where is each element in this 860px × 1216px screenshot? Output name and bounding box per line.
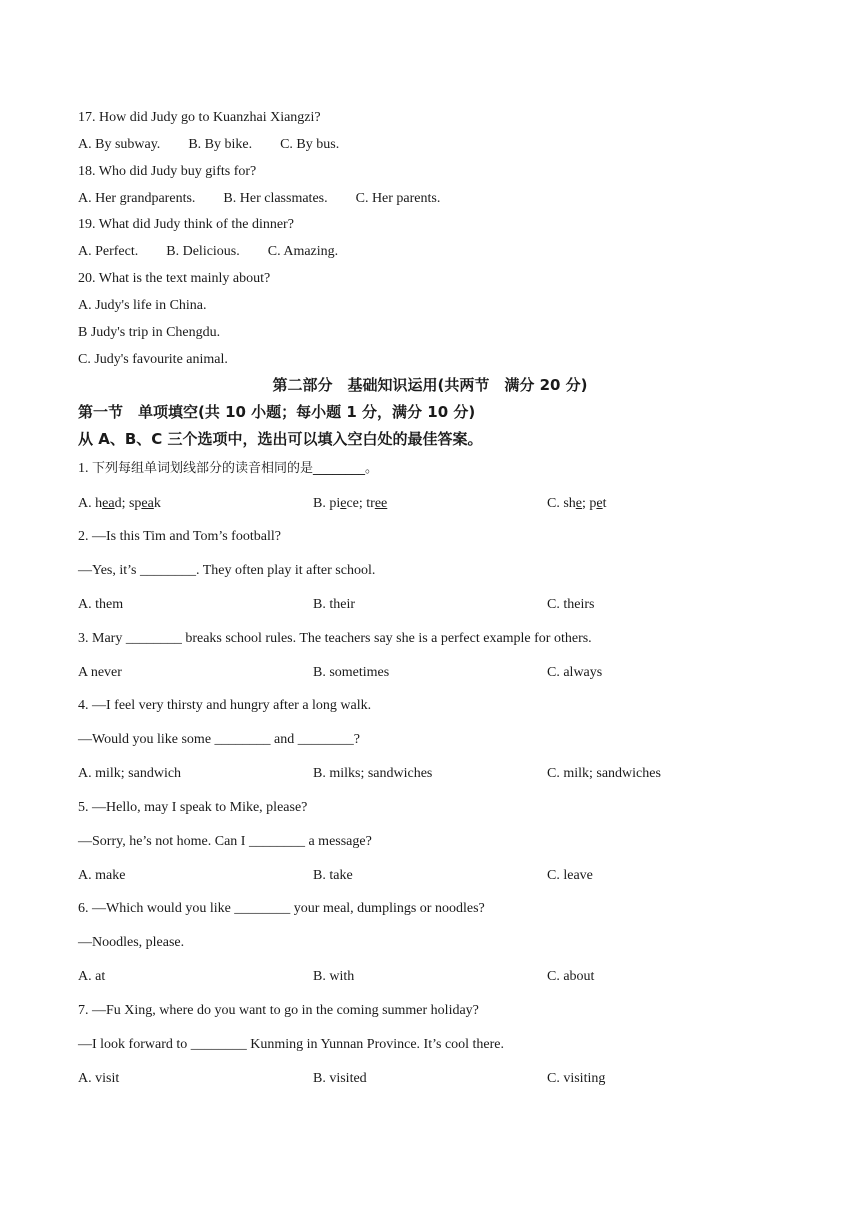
q19-option-b: B. Delicious. bbox=[166, 244, 240, 259]
q20-stem: 20. What is the text mainly about? bbox=[78, 271, 271, 286]
q17-stem: 17. How did Judy go to Kuanzhai Xiangzi? bbox=[78, 110, 321, 125]
q2-option-b: B. their bbox=[313, 597, 355, 612]
q6-option-b: B. with bbox=[313, 969, 355, 984]
q18-option-a: A. Her grandparents. bbox=[78, 191, 196, 206]
q1-option-a: A. head; speak bbox=[78, 496, 161, 511]
q7-line-1: 7. —Fu Xing, where do you want to go in the coming summer holiday? bbox=[78, 1003, 479, 1018]
q17-options bbox=[78, 136, 367, 154]
q5-line-2: —Sorry, he’s not home. Can I ________ a message? bbox=[78, 834, 372, 849]
q1-option-b: B. piece; tree bbox=[313, 496, 388, 511]
q1-stem-text: 下列每组单词划线部分的读音相同的是________。 bbox=[92, 461, 379, 476]
q18-option-b: B. Her classmates. bbox=[223, 191, 328, 206]
q2-line-2: —Yes, it’s ________. They often play it after school. bbox=[78, 563, 376, 578]
q20-option-a: A. Judy's life in China. bbox=[78, 298, 207, 313]
q5-line-1: 5. —Hello, may I speak to Mike, please? bbox=[78, 800, 308, 815]
q19-option-a: A. Perfect. bbox=[78, 244, 139, 259]
q6-line-2: —Noodles, please. bbox=[78, 935, 185, 950]
q6-line-1: 6. —Which would you like ________ your meal, dumplings or noodles? bbox=[78, 901, 485, 916]
q20-option-c: C. Judy's favourite animal. bbox=[78, 352, 228, 367]
q2-options bbox=[78, 596, 798, 614]
section-one-title: 第一节 单项填空(共 10 小题；每小题 1 分，满分 10 分) bbox=[78, 403, 476, 421]
q17-option-c: C. By bus. bbox=[280, 137, 340, 152]
q3-option-c: C. always bbox=[547, 665, 603, 680]
q5-option-c: C. leave bbox=[547, 868, 593, 883]
q3-option-a: A never bbox=[78, 665, 122, 680]
q2-option-a: A. them bbox=[78, 597, 124, 612]
q4-options bbox=[78, 765, 798, 783]
q19-stem: 19. What did Judy think of the dinner? bbox=[78, 217, 294, 232]
q7-option-a: A. visit bbox=[78, 1071, 120, 1086]
q17-option-a: A. By subway. bbox=[78, 137, 161, 152]
q3-options bbox=[78, 664, 798, 682]
q4-line-1: 4. —I feel very thirsty and hungry after a long walk. bbox=[78, 698, 372, 713]
q1-option-c: C. she; pet bbox=[547, 496, 607, 511]
q3-line-1: 3. Mary ________ breaks school rules. The teachers say she is a perfect example for others. bbox=[78, 631, 592, 646]
q4-option-c: C. milk; sandwiches bbox=[547, 766, 661, 781]
q5-option-b: B. take bbox=[313, 868, 353, 883]
q6-option-c: C. about bbox=[547, 969, 595, 984]
q2-line-1: 2. —Is this Tim and Tom’s football? bbox=[78, 529, 281, 544]
q4-option-b: B. milks; sandwiches bbox=[313, 766, 433, 781]
part-two-title: 第二部分 基础知识运用(共两节 满分 20 分) bbox=[272, 376, 588, 394]
section-instruction: 从 A、B、C 三个选项中，选出可以填入空白处的最佳答案。 bbox=[78, 430, 483, 448]
q5-options bbox=[78, 867, 798, 885]
q18-options bbox=[78, 190, 468, 208]
q7-option-b: B. visited bbox=[313, 1071, 367, 1086]
q18-stem: 18. Who did Judy buy gifts for? bbox=[78, 164, 257, 179]
q6-option-a: A. at bbox=[78, 969, 106, 984]
q20-option-b: B Judy's trip in Chengdu. bbox=[78, 325, 221, 340]
q7-line-2: —I look forward to ________ Kunming in Yunnan Province. It’s cool there. bbox=[78, 1037, 505, 1052]
q18-option-c: C. Her parents. bbox=[355, 191, 441, 206]
q1-stem bbox=[78, 460, 378, 478]
q2-option-c: C. theirs bbox=[547, 597, 595, 612]
q4-line-2: —Would you like some ________ and ________? bbox=[78, 732, 360, 747]
q3-option-b: B. sometimes bbox=[313, 665, 390, 680]
q7-options bbox=[78, 1070, 798, 1088]
q1-options bbox=[78, 495, 798, 513]
q7-option-c: C. visiting bbox=[547, 1071, 606, 1086]
q19-option-c: C. Amazing. bbox=[267, 244, 339, 259]
q4-option-a: A. milk; sandwich bbox=[78, 766, 182, 781]
q19-options bbox=[78, 243, 366, 261]
q1-number: 1. bbox=[78, 461, 89, 476]
q5-option-a: A. make bbox=[78, 868, 126, 883]
q6-options bbox=[78, 968, 798, 986]
q17-option-b: B. By bike. bbox=[188, 137, 253, 152]
